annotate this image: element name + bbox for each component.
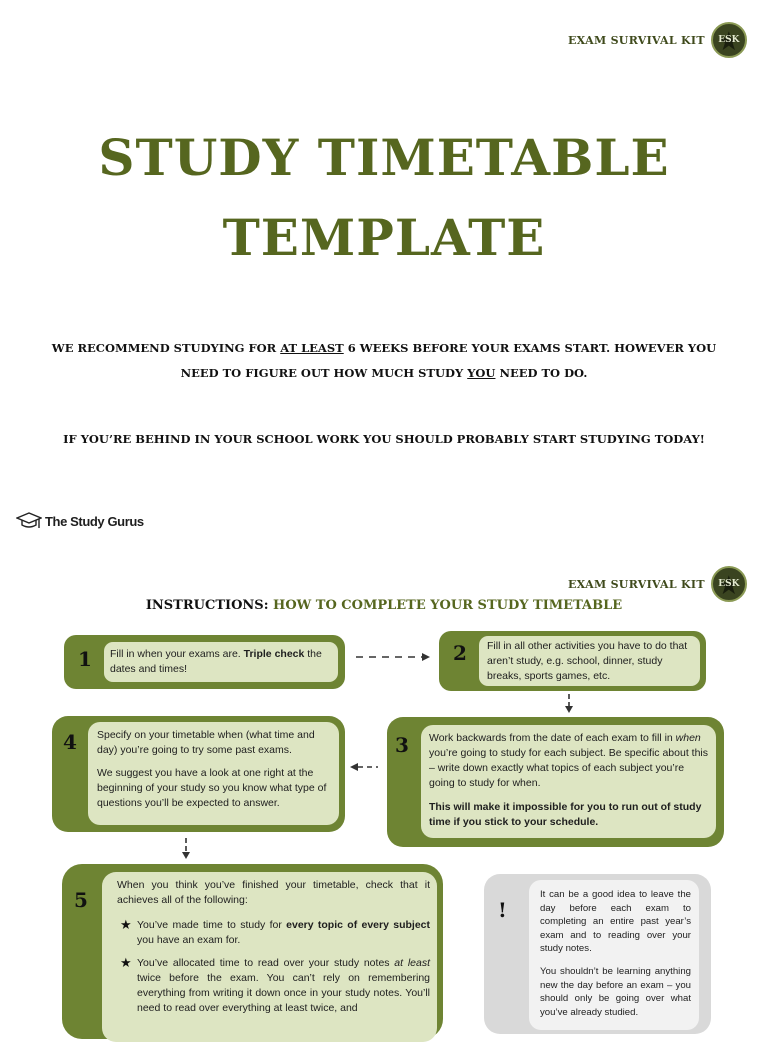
instructions-title: HOW TO COMPLETE YOUR STUDY TIMETABLE	[273, 598, 623, 613]
step-number: 2	[453, 641, 467, 665]
arrow-down-icon	[563, 694, 575, 714]
step-text-bold: This will make it impossible for you to run out of study time if you stick to your schedule.	[429, 801, 702, 828]
graduation-cap-icon	[16, 508, 42, 534]
intro-text: WE RECOMMEND STUDYING FOR	[51, 341, 281, 355]
step-5-text	[102, 872, 437, 1042]
step-2-box	[439, 631, 706, 691]
exclamation-icon: !	[498, 898, 507, 922]
arrow-left-icon	[350, 761, 378, 773]
step-text: Fill in when your exams are.	[110, 648, 244, 660]
step-text: When you think you’ve finished your timetable, check that it achieves all of the following:	[117, 879, 430, 906]
step-5-box	[62, 864, 443, 1039]
intro-text: NEED TO DO.	[495, 366, 588, 380]
step-text-bold: every topic of every subject	[286, 919, 430, 931]
intro-paragraph	[40, 336, 728, 386]
step-number: 3	[395, 733, 409, 757]
step-4-box	[52, 716, 345, 832]
brand-label: EXAM SURVIVAL KIT	[568, 33, 705, 47]
step-number: 1	[78, 647, 92, 671]
intro-underline: YOU	[467, 366, 496, 380]
step-text-italic: at least	[394, 957, 430, 969]
intro-underline: AT LEAST	[280, 341, 344, 355]
instructions-heading	[0, 598, 768, 613]
step-2-text	[479, 636, 700, 686]
intro-text: 6 WEEKS BEFORE YOUR EXAMS START. HOWEVER YOU	[343, 341, 717, 355]
esk-badge-icon	[711, 22, 747, 58]
step-number: 4	[63, 730, 77, 754]
step-3-box	[387, 717, 724, 847]
brand-header	[568, 22, 747, 58]
step-text: the dates and times!	[110, 648, 322, 675]
step-4-text	[88, 722, 339, 825]
step-text: you have an exam for.	[137, 934, 241, 946]
step-text-bold: Triple check	[243, 648, 305, 660]
brand-label: EXAM SURVIVAL KIT	[568, 577, 705, 591]
checklist-item	[117, 918, 430, 948]
step-text: Specify on your timetable when (what time and day) you’re going to try some past exams.	[97, 729, 315, 756]
intro-text: NEED TO FIGURE OUT HOW MUCH STUDY	[180, 366, 468, 380]
step-3-text	[421, 725, 716, 838]
step-text-italic: when	[675, 732, 701, 744]
step-text: you’re going to study for each subject. Be specific about this – write down exactly what topics of each subject you’re going to study for when.	[429, 747, 708, 789]
badge-text: ★ ESK	[718, 579, 740, 589]
esk-badge-icon	[711, 566, 747, 602]
gurus-label: The Study Gurus	[45, 513, 144, 529]
brand-header-2	[568, 566, 747, 602]
study-gurus-logo	[16, 508, 144, 534]
step-text: Work backwards from the date of each exam to fill in	[429, 732, 676, 744]
checklist-item	[117, 956, 430, 1016]
page-title-line2: TEMPLATE	[222, 208, 546, 267]
step-text: twice before the exam. You can’t rely on remembering everything from writing it down once in your study notes. You’ll need to read over everything at least twice, and	[137, 972, 430, 1014]
tip-box	[484, 874, 711, 1034]
instructions-label: INSTRUCTIONS:	[145, 598, 269, 613]
arrow-down-icon	[180, 838, 192, 860]
arrow-right-icon	[356, 651, 432, 663]
step-text: Fill in all other activities you have to do that aren’t study, e.g. school, dinner, study breaks, sports games, etc.	[487, 640, 688, 682]
tip-text	[529, 880, 699, 1030]
badge-text: ★ ESK	[718, 35, 740, 45]
step-number: 5	[74, 888, 88, 912]
tip-paragraph: It can be a good idea to leave the day before each exam to completing an entire past year’s exam and to reading over your study notes.	[540, 889, 691, 955]
step-text: We suggest you have a look at one right at the beginning of your study so you know what type of questions you’ll be expected to answer.	[97, 767, 327, 809]
tip-paragraph: You shouldn’t be learning anything new the day before an exam – you should only be going over what you’ve already studied.	[540, 965, 691, 1018]
step-text: You’ve allocated time to read over your study notes	[137, 957, 395, 969]
step-1-box	[64, 635, 345, 689]
step-1-text	[104, 642, 338, 682]
page-title-line1: STUDY TIMETABLE	[98, 128, 670, 187]
step-text: You’ve made time to study for	[137, 919, 287, 931]
warning-line: IF YOU’RE BEHIND IN YOUR SCHOOL WORK YOU SHOULD PROBABLY START STUDYING TODAY!	[63, 432, 705, 446]
